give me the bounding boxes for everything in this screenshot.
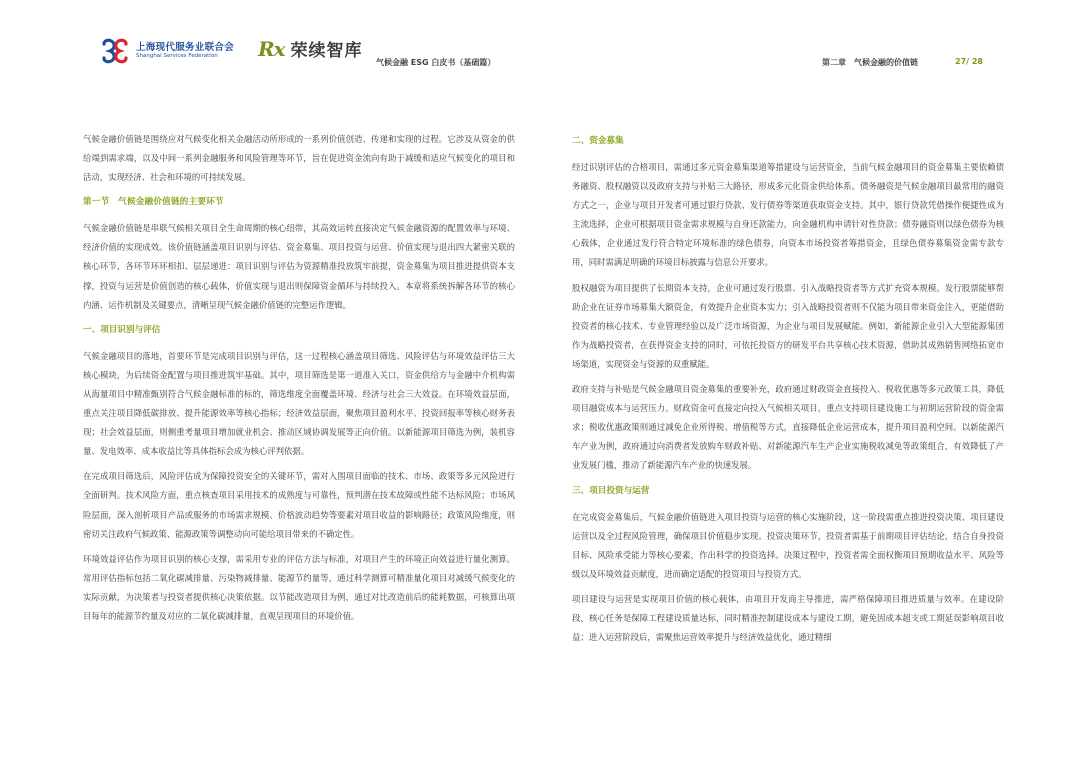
page-number: 27/ 28	[955, 57, 983, 66]
paragraph: 股权融资为项目提供了长期资本支持，企业可通过发行股票、引入战略投资者等方式扩充资本规模。发行股票能够帮助企业在证券市场募集大额资金，有效提升企业资本实力；引入战略投资者则不仅能为项目带来资金注入，更能借助投资者的核心技术、专业管理经验以及广泛市场资源，为企业与项目发展赋能。例如，新能源企业引入大型能源集团作为战略投资者，在获得资金支持的同时，可依托投资方的研发平台共享核心技术资源，借助其成熟销售网络拓宽市场渠道，实现资金与资源的双重赋能。	[572, 282, 1004, 369]
intro-paragraph: 气候金融价值链是围绕应对气候变化相关金融活动所形成的一系列价值创造、传递和实现的过程。它涉及从资金的供给端到需求端，以及中间一系列金融服务和风险管理等环节，旨在促进资金流向有助于减缓和适应气候变化的项目和活动，实现经济、社会和环境的可持续发展。	[83, 134, 515, 183]
sssf-name-en: Shanghai Services Federation	[136, 53, 218, 59]
chapter-title: 第二章 气候金融的价值链	[822, 58, 918, 67]
sssf-emblem-icon	[100, 38, 130, 64]
sssf-logo	[100, 38, 234, 64]
rongxu-logo	[258, 36, 363, 61]
document-title: 气候金融 ESG 白皮书（基础篇）	[376, 58, 496, 67]
left-column	[83, 130, 515, 632]
page-header	[0, 0, 1080, 80]
subsection-heading-3: 三、项目投资与运营	[572, 485, 650, 496]
paragraph: 气候金融项目的落地，首要环节是完成项目识别与评估，这一过程核心涵盖项目筛选、风险评估与环境效益评估三大核心模块，为后续资金配置与项目推进筑牢基础。其中，项目筛选是第一道准入关口，资金供给方与金融中介机构需从海量项目中精准甄别符合气候金融标准的标的，筛选维度全面覆盖环境、经济与社会三大效益。在环境效益层面，重点关注项目降低碳排放、提升能源效率等核心指标；经济效益层面，聚焦项目盈利水平、投资回报率等核心财务表现；社会效益层面，则侧重考量项目增加就业机会、推动区域协调发展等正向价值。以新能源项目筛选为例，装机容量、发电效率、成本收益比等具体指标会成为核心评判依据。	[83, 350, 515, 457]
subsection-heading-2: 二、资金募集	[572, 136, 624, 146]
paragraph: 在完成资金募集后，气候金融价值链进入项目投资与运营的核心实施阶段，这一阶段需重点推进投资决策、项目建设运营以及全过程风险管理，确保项目价值稳步实现。投资决策环节，投资者需基于前期项目评估结论，结合自身投资目标、风险承受能力等核心要素，作出科学的投资选择。决策过程中，投资者需全面权衡项目预期收益水平、风险等级以及环境效益贡献度，进而确定适配的投资项目与投资方式。	[572, 511, 1004, 579]
sssf-name-cn: 上海现代服务业联合会	[136, 41, 235, 53]
subsection-heading-1: 一、项目识别与评估	[83, 324, 161, 335]
right-column	[572, 130, 1004, 653]
paragraph: 政府支持与补贴是气候金融项目资金募集的重要补充，政府通过财政资金直接投入、税收优惠等多元政策工具，降低项目融资成本与运营压力。财政资金可直接定向投入气候相关项目，重点支持项目建设施工与初期运营阶段的资金需求；税收优惠政策则通过减免企业所得税、增值税等方式，直接降低企业运营成本，提升项目盈利空间。以新能源汽车产业为例，政府通过向消费者发放购车财政补贴、对新能源汽车生产企业实施税收减免等政策组合，有效降低了产业发展门槛，推动了新能源汽车产业的快速发展。	[572, 384, 1004, 471]
paragraph: 经过识别评估的合格项目，需通过多元资金募集渠道筹措建设与运营资金，当前气候金融项目的资金募集主要依赖债务融资、股权融资以及政府支持与补贴三大路径，形成多元化资金供给体系。债务融资是气候金融项目最常用的融资方式之一，企业与项目开发者可通过银行贷款、发行债券等渠道获取资金支持。其中，银行贷款凭借操作便捷性成为主流选择，企业可根据项目资金需求规模与自身还款能力，向金融机构申请针对性贷款；债券融资则以绿色债券为核心载体，企业通过发行符合特定环境标准的绿色债券，向资本市场投资者筹措资金，且绿色债券募集资金需专款专用，同时需满足明确的环境目标披露与信息公开要求。	[572, 162, 1004, 268]
rx-mark: Rx	[258, 36, 285, 61]
section-heading: 第一节 气候金融价值链的主要环节	[83, 197, 224, 208]
rongxu-name: 荣续智库	[290, 41, 363, 61]
paragraph: 在完成项目筛选后，风险评估成为保障投资安全的关键环节，需对入围项目面临的技术、市场、政策等多元风险进行全面研判。技术风险方面，重点核查项目采用技术的成熟度与可靠性，预判潜在技术故障或性能不达标风险；市场风险层面，深入剖析项目产品或服务的市场需求规模、价格波动趋势等要素对项目收益的影响路径；政策风险维度，则密切关注政府气候政策、能源政策等调整动向可能给项目带来的不确定性。	[83, 471, 515, 539]
paragraph: 项目建设与运营是实现项目价值的核心载体，由项目开发商主导推进，需严格保障项目推进质量与效率。在建设阶段，核心任务是保障工程建设质量达标，同时精准控制建设成本与建设工期，避免因成本超支或工期延误影响项目收益；进入运营阶段后，需聚焦运营效率提升与经济效益优化，通过精细	[572, 593, 1004, 643]
paragraph: 环境效益评估作为项目识别的核心支撑，需采用专业的评估方法与标准，对项目产生的环境正向效益进行量化测算。常用评估指标包括二氧化碳减排量、污染物减排量、能源节约量等，通过科学测算可精准量化项目对减缓气候变化的实际贡献，为决策者与投资者提供核心决策依据。以节能改造项目为例，通过对比改造前后的能耗数据，可核算出项目每年的能源节约量及对应的二氧化碳减排量，直观呈现项目的环境价值。	[83, 553, 515, 621]
section-intro-paragraph: 气候金融价值链是串联气候相关项目全生命周期的核心纽带，其高效运转直接决定气候金融资源的配置效率与环境、经济价值的实现成效。该价值链涵盖项目识别与评估、资金募集、项目投资与运营、价值实现与退出四大紧密关联的核心环节，各环节环环相扣、层层递进：项目识别与评估为资源精准投放筑牢前提，资金募集为项目推进提供资本支撑，投资与运营是价值创造的核心载体，价值实现与退出则保障资金循环与持续投入。本章将系统拆解各环节的核心内涵、运作机制及关键要点，清晰呈现气候金融价值链的完整运作逻辑。	[83, 223, 515, 310]
